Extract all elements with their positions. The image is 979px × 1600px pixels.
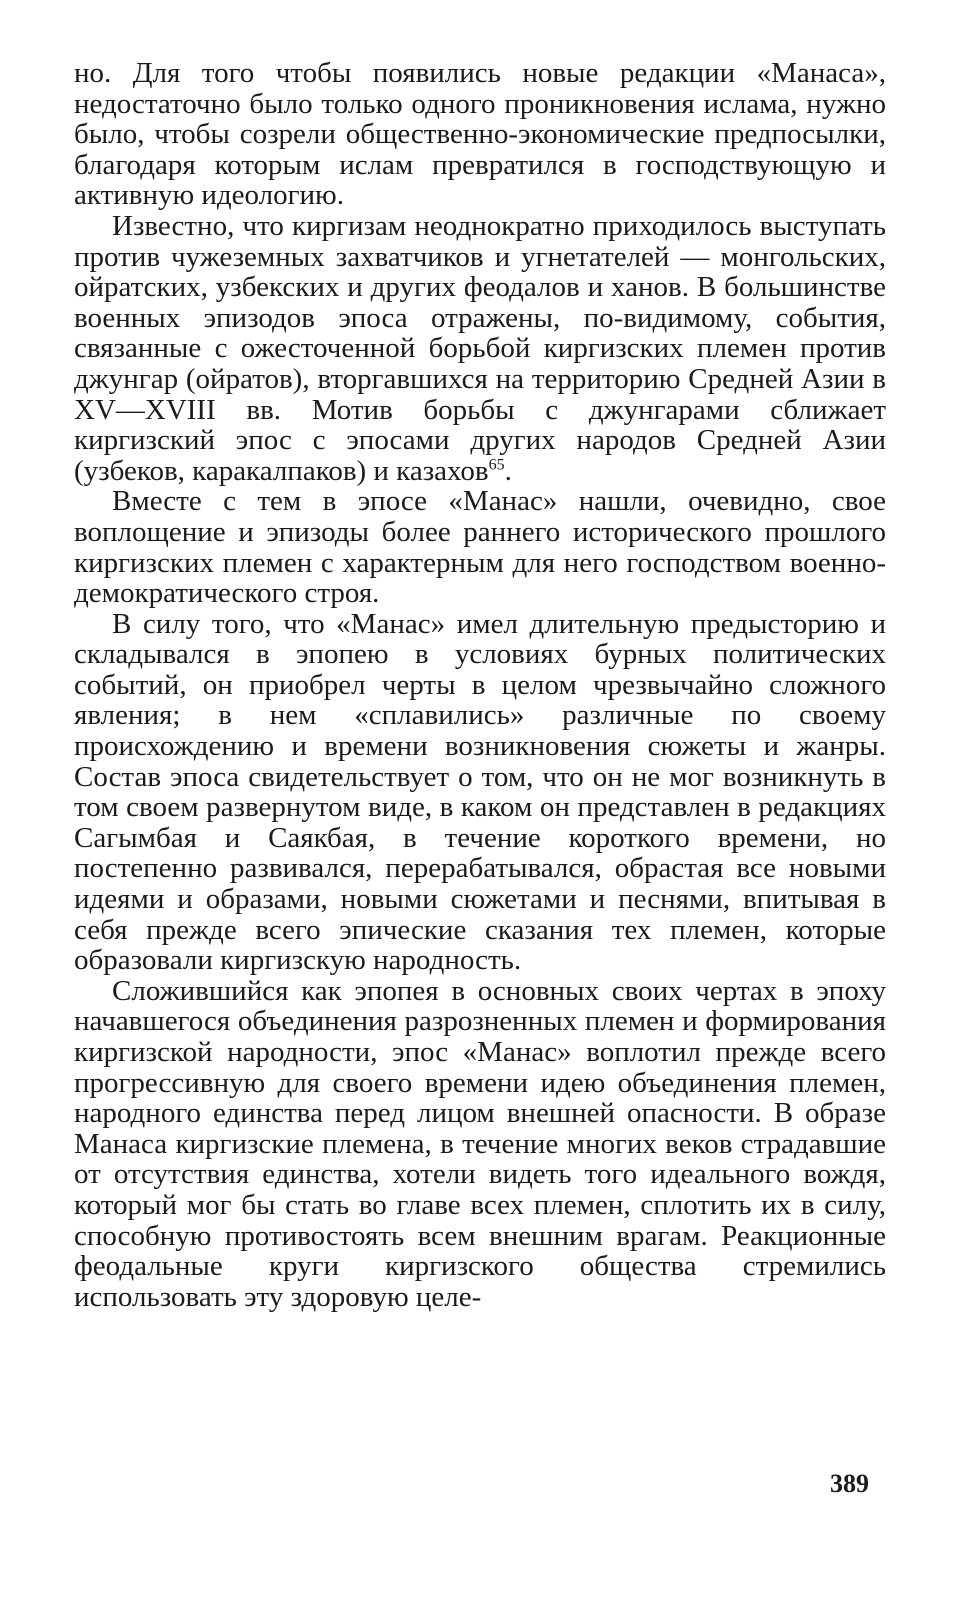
paragraph-2: [74, 211, 886, 486]
book-page-text: [74, 58, 886, 1312]
paragraph-4-text: В силу того, что «Манас» имел длительную предысторию и складывался в эпопею в условиях бурных политических событий, он приобрел черты в целом чрезвычайно сложного явления; в нем «сплавились» различные по своему происхождению и времени возникновения сюжеты и жанры. Состав эпоса свидетельствует о том, что он не мог возникнуть в том своем развернутом виде, в каком он представлен в редакциях Сагымбая и Саякбая, в течение короткого времени, но постепенно развивался, перерабатывался, обрастая все новыми идеями и образами, новыми сюжетами и песнями, впитывая в себя прежде всего эпические сказания тех племен, которые образовали киргизскую народность.: [74, 607, 886, 977]
paragraph-1: [74, 58, 886, 211]
paragraph-5-text: Сложившийся как эпопея в основных своих чертах в эпоху начавшегося объединения разрозненных племен и формирования киргизской народности, эпос «Манас» воплотил прежде всего прогрессивную для своего времени идею объединения племен, народного единства перед лицом внешней опасности. В образе Манаса киргизские племена, в течение многих веков страдавшие от отсутствия единства, хотели видеть того идеального вождя, который мог бы стать во главе всех племен, сплотить их в силу, способную противостоять всем внешним врагам. Реакционные феодальные круги киргизского общества стремились использовать эту здоровую целе-: [74, 974, 886, 1313]
paragraph-1-text: но. Для того чтобы появились новые редакции «Манаса», недостаточно было только одного проникновения ислама, нужно было, чтобы созрели общественно-экономические предпосылки, благодаря которым ислам превратился в господствующую и активную идеологию.: [74, 57, 886, 212]
paragraph-4: [74, 609, 886, 976]
paragraph-3-text: Вместе с тем в эпосе «Манас» нашли, очевидно, свое воплощение и эпизоды более раннего исторического прошлого киргизских племен с характерным для него господством военно-демократического строя.: [74, 485, 886, 610]
footnote-marker: 65: [488, 456, 505, 474]
paragraph-5: [74, 976, 886, 1313]
paragraph-2-text: Известно, что киргизам неоднократно приходилось выступать против чужеземных захватчиков и угнетателей — монгольских, ойратских, узбекских и других феодалов и ханов. В большинстве военных эпизодов эпоса отражены, по-видимому, события, связанные с ожесточенной борьбой киргизских племен против джунгар (ойратов), вторгавшихся на территорию Средней Азии в XV—XVIII вв. Мотив борьбы с джунгарами сближает киргизский эпос с эпосами других народов Средней Азии (узбеков, каракалпаков) и казахов: [74, 209, 886, 487]
paragraph-2-end: .: [504, 454, 512, 487]
page-number: 389: [830, 1469, 869, 1498]
paragraph-3: [74, 486, 886, 608]
